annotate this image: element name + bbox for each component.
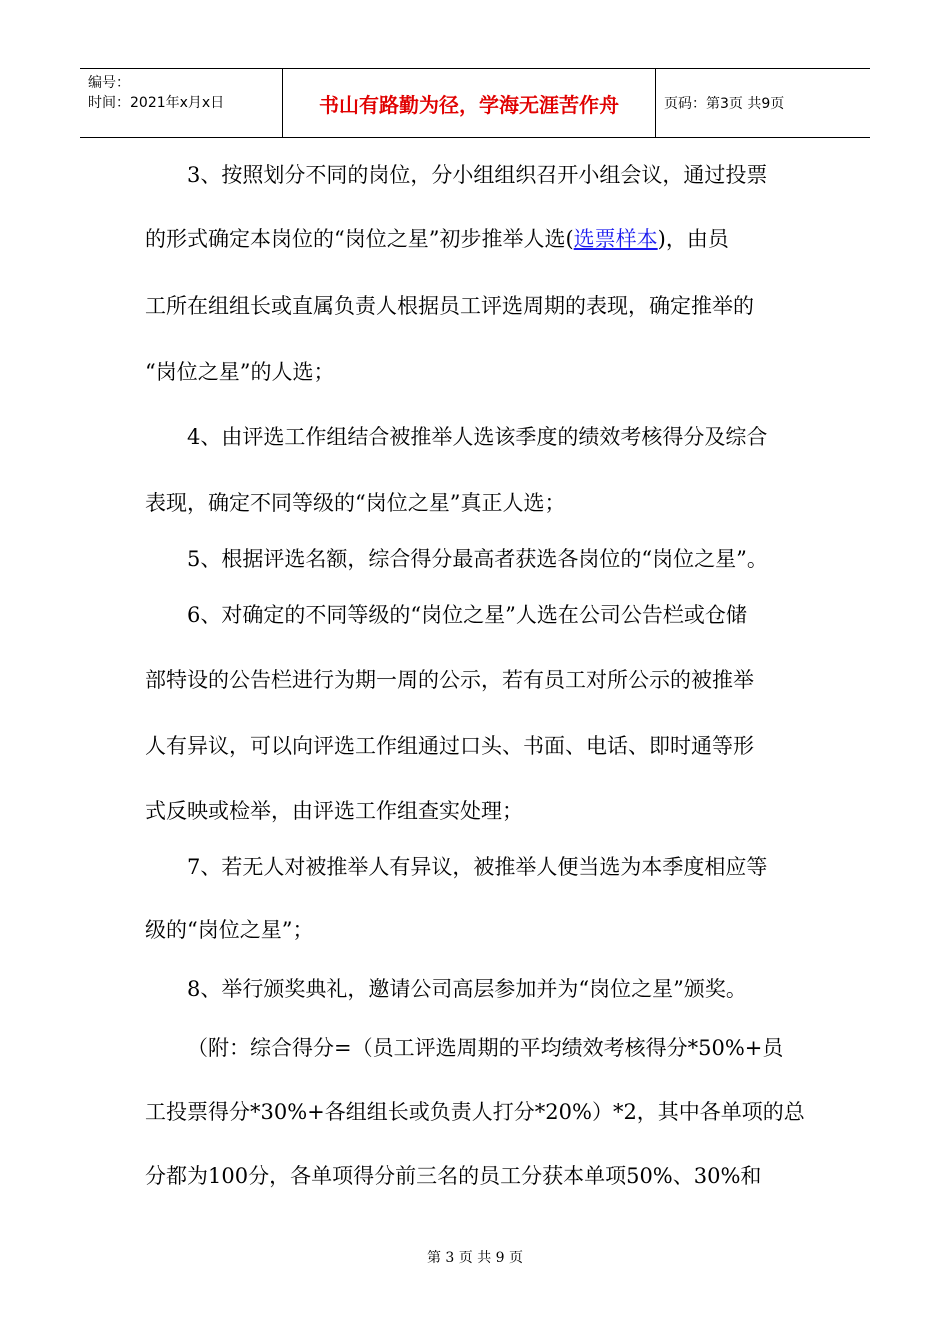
text-line: 表现，确定不同等级的“岗位之星”真正人选；	[145, 491, 566, 515]
text-line: 6、对确定的不同等级的“岗位之星”人选在公司公告栏或仓储	[187, 603, 747, 627]
page-footer: 第 3 页 共 9 页	[426, 1250, 524, 1266]
text-line: （附：综合得分=（员工评选周期的平均绩效考核得分*50%+员	[187, 1036, 784, 1060]
header-meta	[88, 73, 224, 113]
text-line: 8、举行颁奖典礼，邀请公司高层参加并为“岗位之星”颁奖。	[187, 977, 747, 1001]
text-line: “岗位之星”的人选；	[145, 360, 335, 384]
text-line	[145, 224, 729, 254]
text-line: 级的“岗位之星”；	[145, 918, 314, 942]
header-page-label: 页码：第3页 共9页	[664, 96, 785, 112]
text-line: 3、按照划分不同的岗位，分小组组织召开小组会议，通过投票	[187, 163, 768, 187]
page-header	[80, 68, 870, 138]
text-line: 分都为100分，各单项得分前三名的员工分获本单项50%、30%和	[145, 1164, 762, 1188]
number-label: 编号：	[88, 75, 130, 91]
text-line: 人有异议，可以向评选工作组通过口头、书面、电话、即时通等形	[145, 734, 754, 758]
ballot-sample-link[interactable]: 选票样本	[573, 227, 658, 251]
text-line: 式反映或检举，由评选工作组查实处理；	[145, 799, 523, 823]
text-line: 4、由评选工作组结合被推举人选该季度的绩效考核得分及综合	[187, 425, 768, 449]
text-line: 5、根据评选名额，综合得分最高者获选各岗位的“岗位之星”。	[187, 547, 768, 571]
text-line: 工所在组组长或直属负责人根据员工评选周期的表现，确定推举的	[145, 294, 754, 318]
date-label: 时间：2021年x月x日	[88, 95, 225, 111]
text-line: 工投票得分*30%+各组组长或负责人打分*20%）*2，其中各单项的总	[145, 1100, 805, 1124]
header-motto: 书山有路勤为径，学海无涯苦作舟	[319, 92, 619, 117]
text-line: 部特设的公告栏进行为期一周的公示，若有员工对所公示的被推举	[145, 668, 754, 692]
text-line: 7、若无人对被推举人有异议，被推举人便当选为本季度相应等	[187, 855, 768, 879]
text-segment: )，由员	[657, 227, 729, 251]
header-divider	[655, 69, 656, 137]
text-segment: 的形式确定本岗位的“岗位之星”初步推举人选(	[145, 227, 574, 251]
